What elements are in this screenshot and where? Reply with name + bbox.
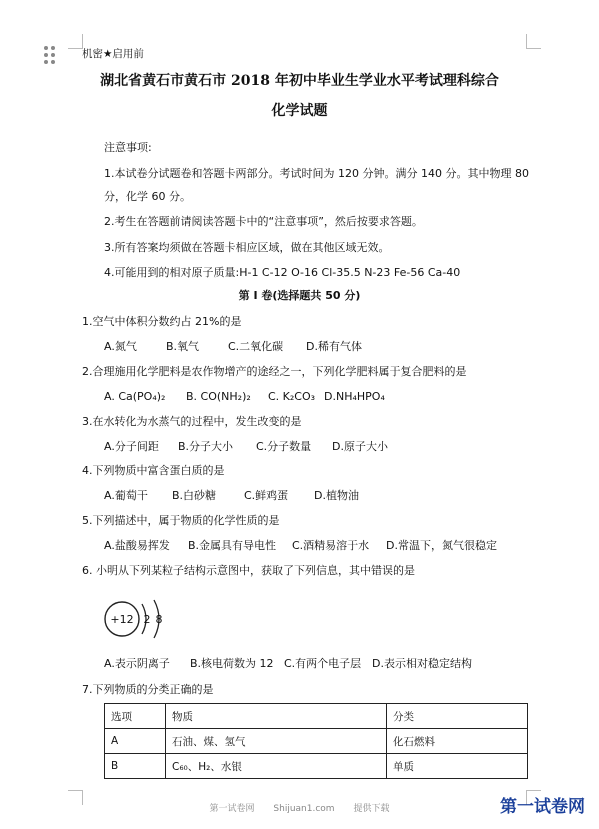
- question-4-option-c: C.鲜鸡蛋: [244, 489, 289, 502]
- question-7-stem: 7.下列物质的分类正确的是: [82, 683, 214, 696]
- notice-item-3: 3.所有答案均须做在答题卡相应区域，做在其他区域无效。: [104, 241, 390, 254]
- question-2-option-b: B. CO(NH₂)₂: [186, 390, 251, 403]
- question-3-option-d: D.原子大小: [332, 440, 388, 453]
- footer-download-note: 提供下载: [353, 804, 390, 814]
- question-1-option-b: B.氧气: [166, 340, 200, 353]
- section-title: 第 I 卷(选择题共 50 分): [238, 289, 361, 302]
- question-2-stem: 2.合理施用化学肥料是农作物增产的途经之一，下列化学肥料属于复合肥料的是: [82, 365, 467, 378]
- notice-item-1: 1.本试卷分试题卷和答题卡两部分。考试时间为 120 分钟。满分 140 分。其中物理 80: [104, 167, 529, 180]
- question-5-option-b: B.金属具有导电性: [188, 539, 277, 552]
- question-4-option-d: D.植物油: [314, 489, 359, 502]
- question-3-option-b: B.分子大小: [178, 440, 234, 453]
- table-cell: C₆₀、H₂、水银: [166, 754, 387, 779]
- table-cell: B: [105, 754, 166, 779]
- question-1-option-c: C.二氧化碳: [228, 340, 284, 353]
- footer-site-url[interactable]: Shijuan1.com: [273, 804, 335, 814]
- question-1-option-a: A.氮气: [104, 340, 137, 353]
- question-5-stem: 5.下列描述中，属于物质的化学性质的是: [82, 514, 280, 527]
- shell-2-electrons: 8: [155, 613, 163, 626]
- question-6-option-c: C.有两个电子层: [284, 657, 362, 670]
- question-2-option-c: C. K₂CO₃: [268, 390, 316, 403]
- question-5-option-a: A.盐酸易挥发: [104, 539, 170, 552]
- secret-mark: 机密★启用前: [82, 48, 144, 60]
- question-5-option-c: C.酒精易溶于水: [292, 539, 370, 552]
- table-row: [105, 729, 528, 754]
- question-1-option-d: D.稀有气体: [306, 340, 362, 353]
- margin-corner-top-right: [526, 34, 541, 49]
- exam-subtitle: 化学试题: [271, 103, 328, 119]
- question-4-stem: 4.下列物质中富含蛋白质的是: [82, 464, 225, 477]
- table-header-substance: 物质: [166, 704, 387, 729]
- question-6-option-a: A.表示阴离子: [104, 657, 170, 670]
- table-cell: 单质: [387, 754, 528, 779]
- question-1-stem: 1.空气中体积分数约占 21%的是: [82, 315, 242, 328]
- question-3-option-a: A.分子间距: [104, 440, 159, 453]
- drag-handle-icon[interactable]: [44, 46, 56, 64]
- table-cell: A: [105, 729, 166, 754]
- table-row: [105, 754, 528, 779]
- question-6-stem: 6. 小明从下列某粒子结构示意图中，获取了下列信息，其中错误的是: [82, 564, 415, 577]
- table-cell: 化石燃料: [387, 729, 528, 754]
- margin-corner-top-left: [68, 34, 83, 49]
- question-5-option-d: D.常温下，氮气很稳定: [386, 539, 497, 552]
- question-3-option-c: C.分子数量: [256, 440, 312, 453]
- shell-1-electrons: 2: [143, 613, 151, 626]
- question-6-option-b: B.核电荷数为 12: [190, 657, 274, 670]
- footer-site-name: 第一试卷网: [209, 804, 255, 814]
- table-header-option: 选项: [105, 704, 166, 729]
- atom-structure-diagram: [100, 596, 172, 642]
- table-cell: 石油、煤、氢气: [166, 729, 387, 754]
- question-4-option-a: A.葡萄干: [104, 489, 148, 502]
- notice-item-2: 2.考生在答题前请阅读答题卡中的“注意事项”，然后按要求答题。: [104, 215, 423, 228]
- question-6-option-d: D.表示相对稳定结构: [372, 657, 472, 670]
- table-header-row: [105, 704, 528, 729]
- notice-item-4: 4.可能用到的相对原子质量:H-1 C-12 O-16 Cl-35.5 N-23 Fe-56 Ca-40: [104, 266, 461, 279]
- classification-table: [104, 703, 528, 779]
- notice-heading: 注意事项:: [104, 141, 152, 154]
- brand-watermark: 第一试卷网: [500, 797, 585, 817]
- exam-title: 湖北省黄石市黄石市 2018 年初中毕业生学业水平考试理科综合: [100, 73, 499, 89]
- question-4-option-b: B.白砂糖: [172, 489, 217, 502]
- question-2-option-d: D.NH₄HPO₄: [324, 390, 385, 403]
- question-3-stem: 3.在水转化为水蒸气的过程中，发生改变的是: [82, 415, 302, 428]
- notice-item-1-cont: 分，化学 60 分。: [104, 190, 191, 203]
- nucleus-charge: +12: [110, 613, 134, 626]
- table-header-category: 分类: [387, 704, 528, 729]
- question-2-option-a: A. Ca(PO₄)₂: [104, 390, 166, 403]
